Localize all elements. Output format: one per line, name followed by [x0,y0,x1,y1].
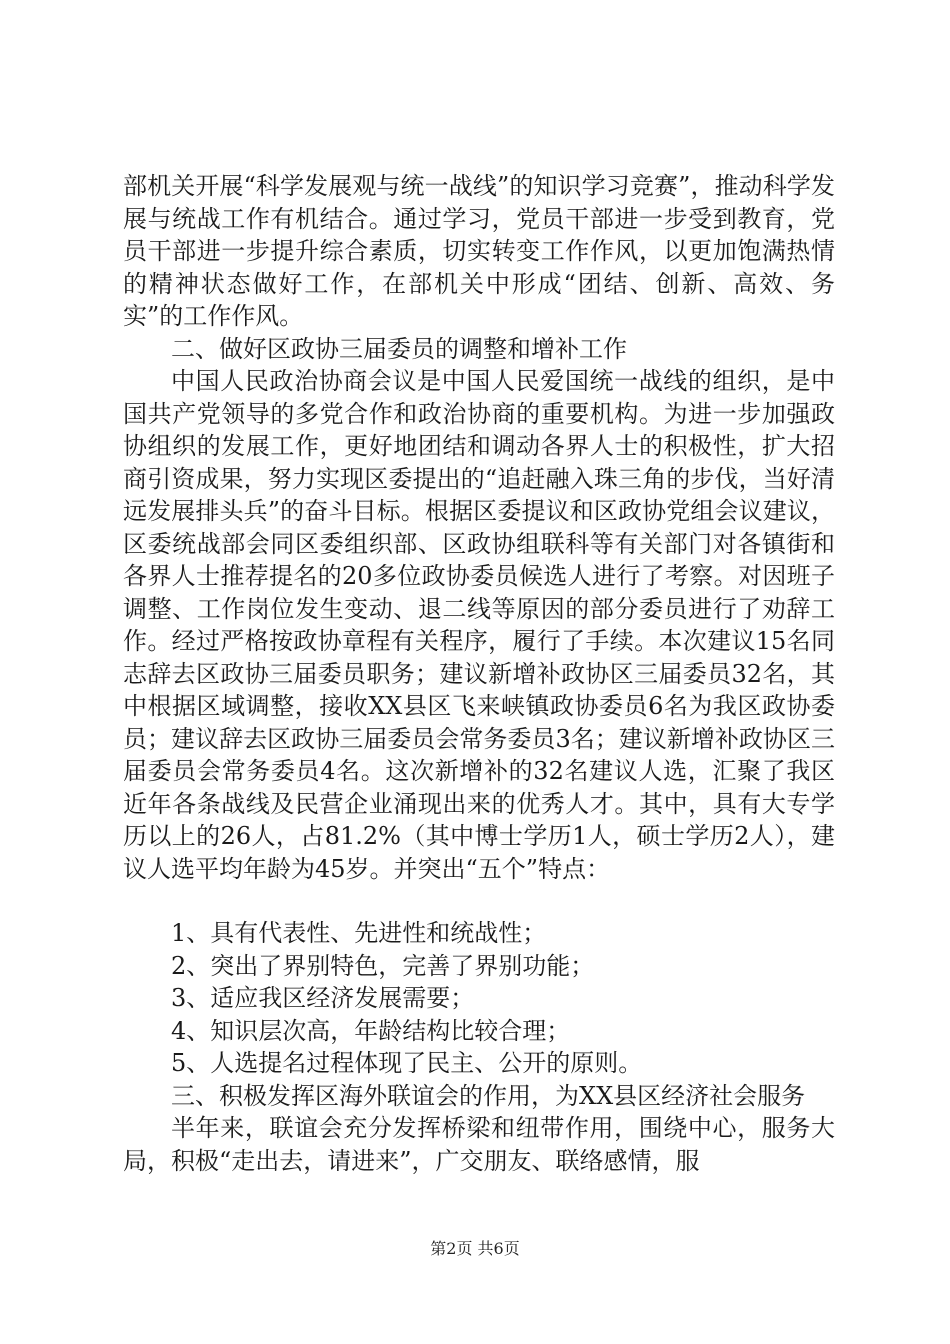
page-number-footer: 第2页 共6页 [430,1239,520,1258]
paragraph-overseas-association: 半年来，联谊会充分发挥桥梁和纽带作用，围绕中心，服务大局，积极“走出去，请进来”，广交朋友、联络感情，服 [123,1114,835,1175]
list-item-1: 1、具有代表性、先进性和统战性； [171,919,547,947]
document-body [123,170,835,1177]
section-heading-3: 三、积极发挥区海外联谊会的作用，为XX县区经济社会服务 [171,1081,806,1110]
section-heading-2: 二、做好区政协三届委员的调整和增补工作 [171,334,627,363]
list-item-2: 2、突出了界别特色，完善了界别功能； [171,951,595,980]
paragraph-study-contest: 部机关开展“科学发展观与统一战线”的知识学习竞赛”，推动科学发展与统战工作有机结合。通过学习，党员干部进一步受到教育，党员干部进一步提升综合素质，切实转变工作作风，以更加饱满热情的精神状态做好工作，在部机关中形成“团结、创新、高效、务实”的工作作风。 [123,172,835,330]
list-item-5: 5、人选提名过程体现了民主、公开的原则。 [171,1049,643,1077]
list-item-4: 4、知识层次高，年龄结构比较合理； [171,1016,571,1045]
list-item-3: 3、适应我区经济发展需要； [171,984,475,1012]
paragraph-spacer [123,885,835,917]
paragraph-cppcc-adjustment: 中国人民政治协商会议是中国人民爱国统一战线的组织，是中国共产党领导的多党合作和政治协商的重要机构。为进一步加强政协组织的发展工作，更好地团结和调动各界人士的积极性，扩大招商引资成果，努力实现区委提出的“追赶融入珠三角的步伐，当好清远发展排头兵”的奋斗目标。根据区委提议和区政协党组会议建议，区委统战部会同区委组织部、区政协组联科等有关部门对各镇街和各界人士推荐提名的20多位政协委员候选人进行了考察。对因班子调整、工作岗位发生变动、退二线等原因的部分委员进行了劝辞工作。经过严格按政协章程有关程序，履行了手续。本次建议15名同志辞去区政协三届委员职务；建议新增补政协区三届委员32名，其中根据区域调整，接收XX县区飞来峡镇政协委员6名为我区政协委员；建议辞去区政协三届委员会常务委员3名；建议新增补政协区三届委员会常务委员4名。这次新增补的32名建议人选，汇聚了我区近年各条战线及民营企业涌现出来的优秀人才。其中，具有大专学历以上的26人，占81.2%（其中博士学历1人，硕士学历2人），建议人选平均年龄为45岁。并突出“五个”特点： [123,367,835,883]
